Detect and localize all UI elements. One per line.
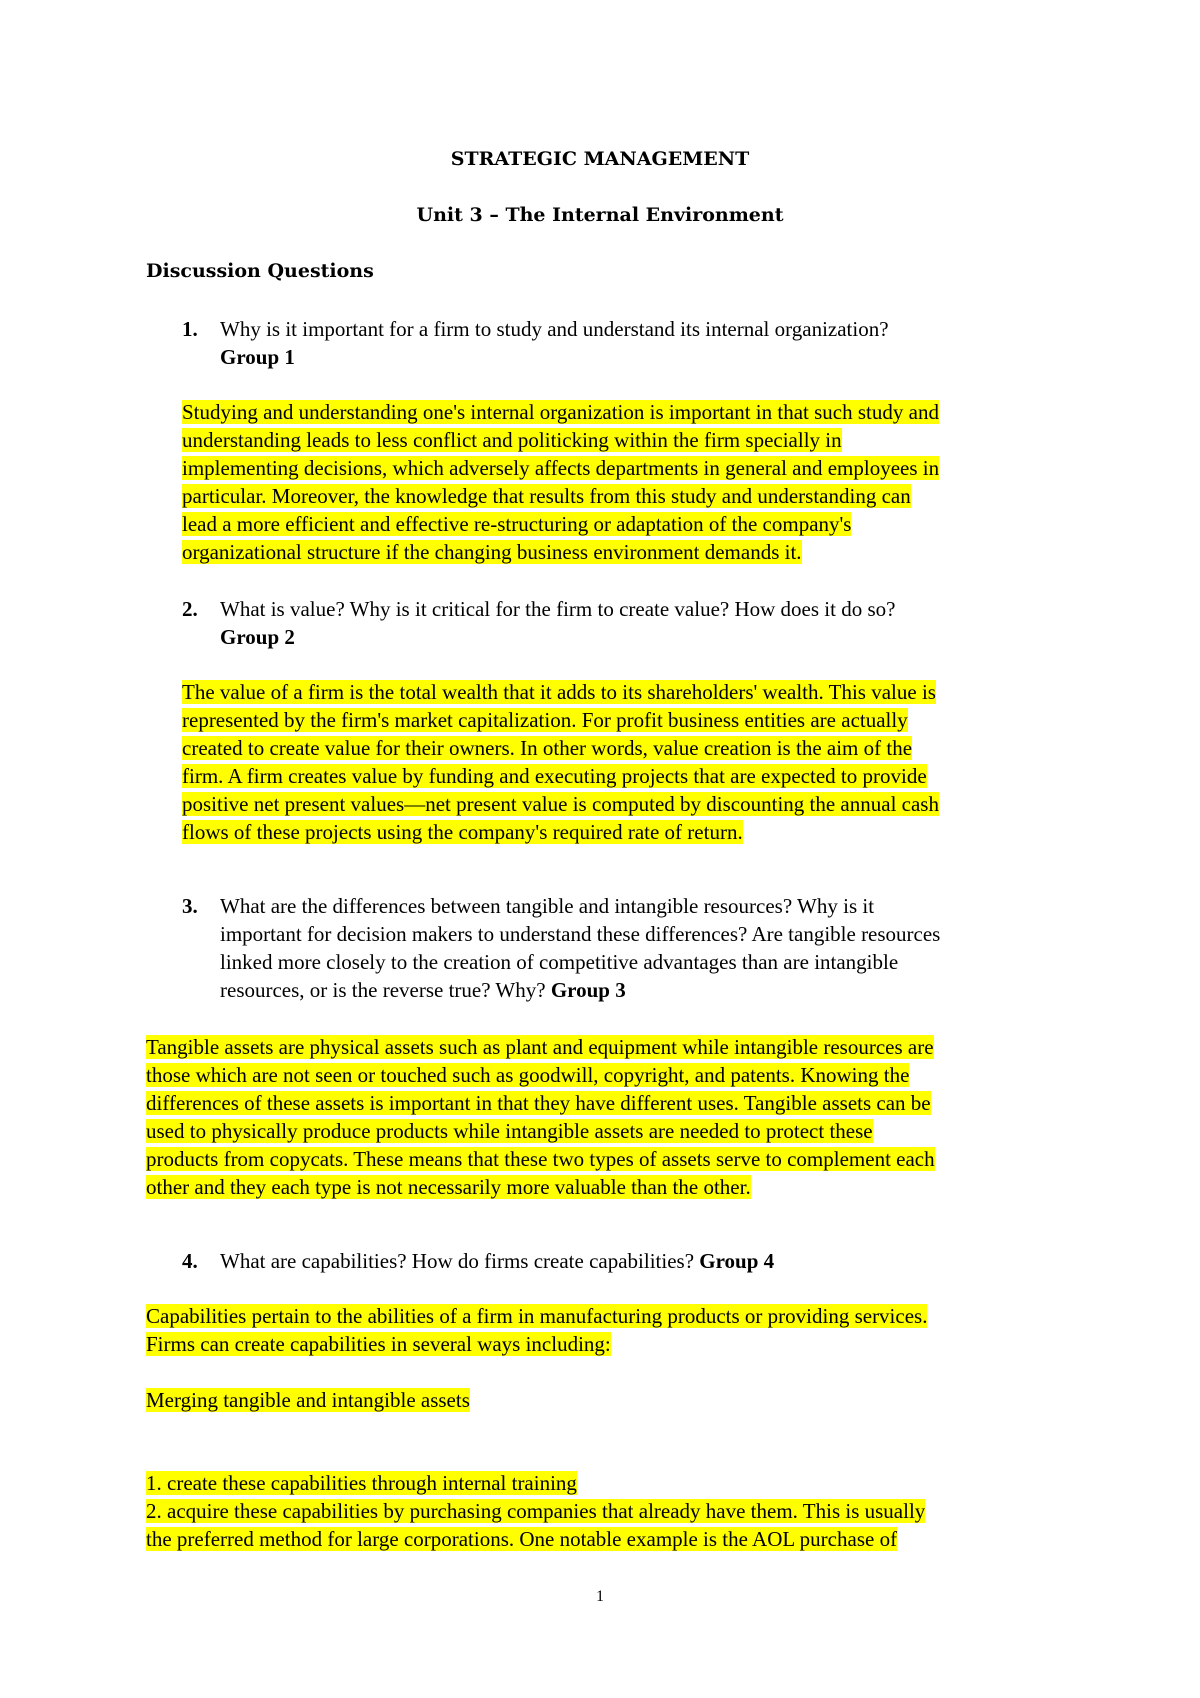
question-3-group: Group 3 — [550, 978, 626, 1002]
answer-3 — [146, 1033, 935, 1201]
answer-1-line: Studying and understanding one's internal organization is important in that such study and — [182, 400, 939, 424]
capability-list — [146, 1469, 925, 1553]
question-4-text-line — [220, 1247, 774, 1275]
answer-1 — [182, 398, 939, 566]
answer-2-line: flows of these projects using the company's required rate of return. — [182, 820, 743, 844]
list-item: the preferred method for large corporations. One notable example is the AOL purchase of — [146, 1527, 898, 1551]
question-3-line: What are the differences between tangible and intangible resources? Why is it — [220, 894, 875, 918]
list-item: 1. create these capabilities through internal training — [146, 1471, 577, 1495]
answer-2-line: The value of a firm is the total wealth that it adds to its shareholders' wealth. This value is — [182, 680, 936, 704]
merge-text: Merging tangible and intangible assets — [146, 1388, 470, 1412]
answer-1-line: implementing decisions, which adversely affects departments in general and employees in — [182, 456, 940, 480]
section-heading: Discussion Questions — [146, 260, 374, 282]
page-number: 1 — [596, 1588, 604, 1605]
question-3-line: important for decision makers to understand these differences? Are tangible resources — [220, 922, 941, 946]
answer-2-line: created to create value for their owners. In other words, value creation is the aim of the — [182, 736, 913, 760]
question-3-number: 3. — [182, 894, 198, 918]
answer-1-line: lead a more efficient and effective re-structuring or adaptation of the company's — [182, 512, 852, 536]
answer-3-line: products from copycats. These means that these two types of assets serve to complement each — [146, 1147, 935, 1171]
answer-2-line: positive net present values—net present value is computed by discounting the annual cash — [182, 792, 939, 816]
answer-2-line: firm. A firm creates value by funding and executing projects that are expected to provide — [182, 764, 927, 788]
question-2-number: 2. — [182, 597, 198, 621]
question-4-text: What are capabilities? How do firms create capabilities? — [220, 1249, 695, 1273]
answer-3-line: differences of these assets is important in that they have different uses. Tangible assets can be — [146, 1091, 931, 1115]
document-title: STRATEGIC MANAGEMENT — [450, 148, 750, 170]
merge-line — [146, 1386, 470, 1414]
question-1-group: Group 1 — [220, 345, 295, 369]
question-4-number: 4. — [182, 1249, 198, 1273]
answer-3-line: those which are not seen or touched such as goodwill, copyright, and patents. Knowing the — [146, 1063, 910, 1087]
question-4-group: Group 4 — [699, 1249, 775, 1273]
question-1-number: 1. — [182, 317, 198, 341]
question-3-text — [220, 892, 940, 1004]
answer-1-line: organizational structure if the changing business environment demands it. — [182, 540, 802, 564]
answer-1-line: particular. Moreover, the knowledge that results from this study and understanding can — [182, 484, 911, 508]
answer-3-line: Tangible assets are physical assets such as plant and equipment while intangible resources are — [146, 1035, 934, 1059]
answer-3-line: other and they each type is not necessarily more valuable than the other. — [146, 1175, 751, 1199]
answer-2-line: represented by the firm's market capitalization. For profit business entities are actually — [182, 708, 908, 732]
document-subtitle: Unit 3 – The Internal Environment — [416, 204, 784, 226]
answer-4-line: Capabilities pertain to the abilities of a firm in manufacturing products or providing services. — [146, 1304, 928, 1328]
answer-4-line: Firms can create capabilities in several ways including: — [146, 1332, 611, 1356]
question-3-line: linked more closely to the creation of competitive advantages than are intangible — [220, 950, 899, 974]
answer-4 — [146, 1302, 927, 1358]
question-1-text: Why is it important for a firm to study and understand its internal organization? — [220, 317, 889, 341]
question-2-group: Group 2 — [220, 625, 295, 649]
answer-3-line: used to physically produce products while intangible assets are needed to protect these — [146, 1119, 873, 1143]
list-item: 2. acquire these capabilities by purchasing companies that already have them. This is usually — [146, 1499, 926, 1523]
answer-2 — [182, 678, 939, 846]
answer-1-line: understanding leads to less conflict and politicking within the firm specially in — [182, 428, 842, 452]
question-3-line: resources, or is the reverse true? Why? — [220, 978, 546, 1002]
question-2-text: What is value? Why is it critical for the firm to create value? How does it do so? — [220, 597, 896, 621]
